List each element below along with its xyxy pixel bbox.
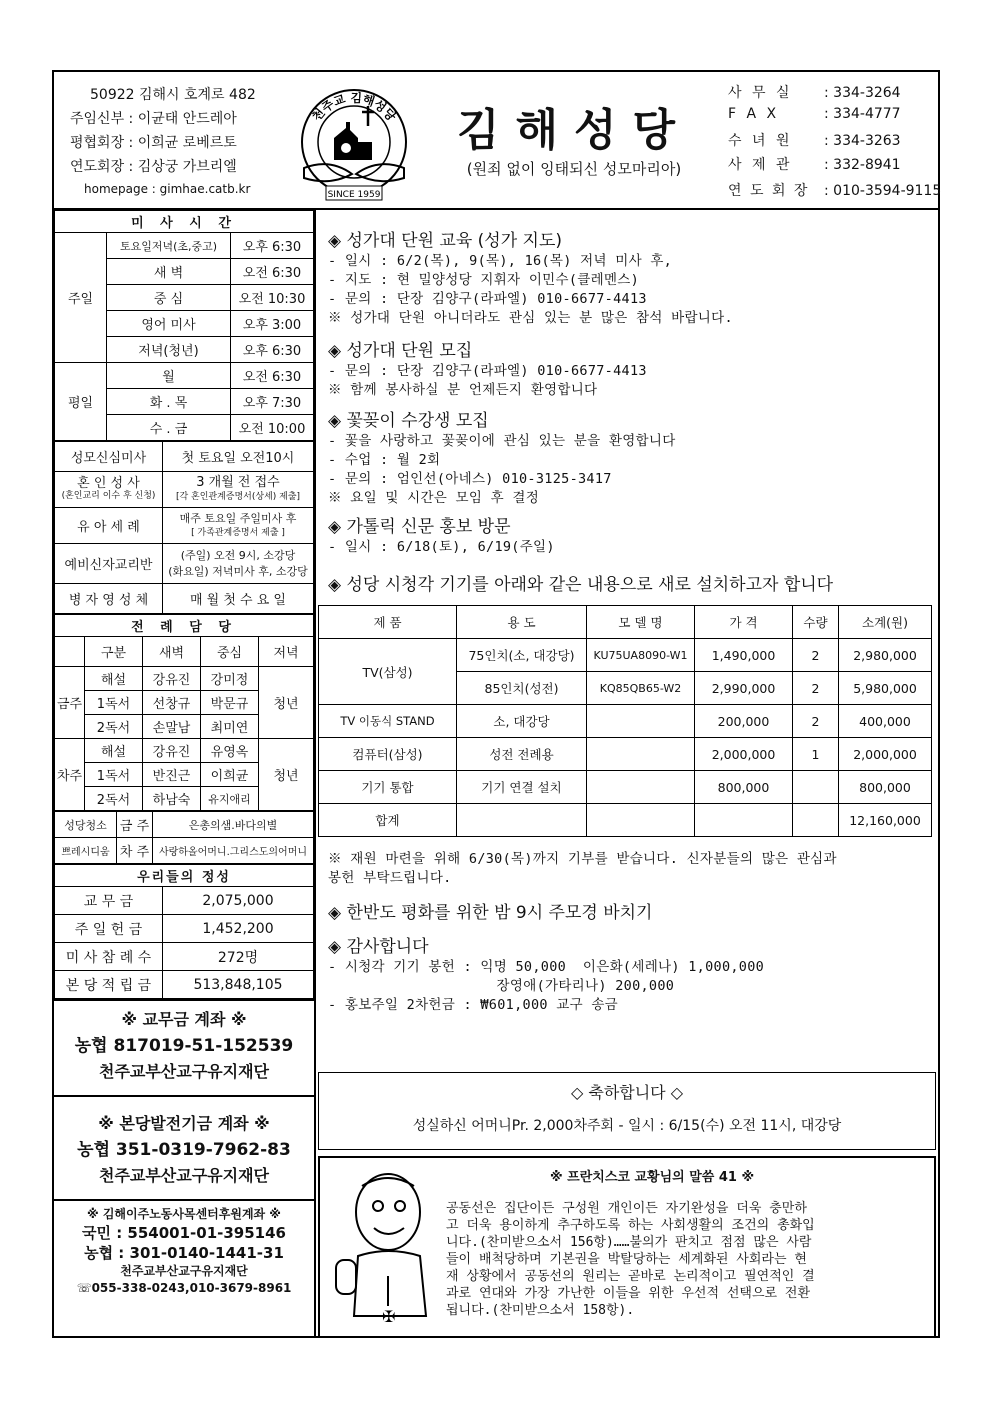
equipment-price: 200,000 (695, 705, 793, 738)
donation-note (328, 850, 934, 888)
parish-subtitle: (원죄 없이 잉태되신 성모마리아) (466, 160, 682, 178)
offering-name: 주 일 헌 금 (55, 915, 163, 943)
liturgy-person: 박문규 (201, 691, 259, 715)
offering-table (54, 864, 314, 999)
sacrament-value: 매주 토요일 주일미사 후 [ 가족관계증명서 제출 ] (163, 508, 314, 544)
pastor: 주임신부 : 이균태 안드레아 (70, 111, 237, 127)
donation-line: ※ 재원 마련을 위해 6/30(목)까지 기부를 받습니다. 신자분들의 많은 관심과 (328, 851, 837, 867)
cleaning-label: 성당청소 (55, 812, 117, 838)
parish-title: 김해성당 (456, 105, 691, 156)
header (54, 72, 942, 210)
equipment-use: 성전 전례용 (457, 738, 587, 771)
offering-title: 우리들의 정성 (55, 865, 314, 887)
svg-text:천주교 김해성당 (309, 90, 400, 124)
mass-name: 화 . 목 (107, 389, 231, 415)
sacrament-value: 첫 토요일 오전10시 (163, 442, 314, 472)
announcement-title: ◈ 성가대 단원 모집 (328, 341, 473, 361)
mass-name: 중 심 (107, 285, 231, 311)
sacrament-name: 병 자 영 성 체 (55, 584, 163, 614)
mass-time: 오후 6:30 (231, 337, 314, 363)
equipment-use: 기기 연결 설치 (457, 771, 587, 804)
liturgy-role: 2독서 (85, 787, 143, 811)
pope-quote-box (318, 1156, 936, 1338)
mass-times-table (54, 210, 314, 441)
announcement-line: - 일시 : 6/2(목), 9(목), 16(목) 저녁 미사 후, (328, 253, 673, 269)
announcement-peace (328, 902, 934, 924)
announcement-title: ◈ 가톨릭 신문 홍보 방문 (328, 517, 511, 537)
svg-text:✠: ✠ (382, 1307, 396, 1326)
equipment-qty: 2 (793, 672, 839, 705)
announcement-title: ◈ 성가대 단원 교육 (성가 지도) (328, 231, 562, 251)
equipment-table (318, 605, 932, 837)
equipment-model: KU75UA8090-W1 (587, 639, 695, 672)
liturgy-header: 중심 (201, 637, 259, 667)
announcement-av-install (328, 574, 934, 596)
equipment-price: 2,990,000 (695, 672, 793, 705)
liturgy-header: 구분 (85, 637, 143, 667)
equipment-subtotal: 400,000 (839, 705, 932, 738)
equipment-total: 12,160,000 (839, 804, 932, 837)
equipment-price: 2,000,000 (695, 738, 793, 771)
pope-quote-title: ※ 프란치스코 교황님의 말씀 41 ※ (550, 1170, 755, 1185)
announcement-line: - 일시 : 6/18(토), 6/19(주일) (328, 539, 555, 555)
liturgy-person: 하남숙 (143, 787, 201, 811)
donation-line: 봉헌 부탁드립니다. (328, 870, 452, 886)
equipment-qty: 2 (793, 705, 839, 738)
cleaning-this-group: 은총의샘.바다의별 (153, 812, 314, 838)
announcement-line: - 문의 : 단장 김양구(라파엘) 010-6677-4413 (328, 363, 647, 379)
equipment-header: 수량 (793, 606, 839, 639)
equipment-name: 컴퓨터(삼성) (319, 738, 457, 771)
equipment-price: 1,490,000 (695, 639, 793, 672)
sacrament-name: 성모신심미사 (55, 442, 163, 472)
equipment-header: 모 델 명 (587, 606, 695, 639)
account-development: ※ 본당발전기금 계좌 ※ 농협 351-0319-7962-83 천주교부산교구유지재단 (54, 1095, 314, 1199)
mass-name: 새 벽 (107, 259, 231, 285)
liturgy-person: 이희균 (201, 763, 259, 787)
pope-cartoon-icon (328, 1166, 436, 1330)
account-migrant: ※ 김해이주노동사목센터후원계좌 ※ 국민 : 554001-01-395146 농협 : 301-0140-1441-31 천주교부산교구유지재단 ☏055-338-0243,010-3679-8961 (54, 1199, 314, 1297)
mass-name: 영어 미사 (107, 311, 231, 337)
equipment-header: 소계(원) (839, 606, 932, 639)
announcement-title: ◈ 꽃꽂이 수강생 모집 (328, 411, 489, 431)
liturgy-person: 반진근 (143, 763, 201, 787)
sacrament-name: 유 아 세 례 (55, 508, 163, 544)
sacrament-name: 예비신자교리반 (55, 544, 163, 584)
logo-text-top: 천주교 김해성당 (309, 90, 399, 124)
congrats-title: ◇ 축하합니다 ◇ (570, 1083, 684, 1102)
mass-name: 저녁(청년) (107, 337, 231, 363)
equipment-header: 제 품 (319, 606, 457, 639)
cleaning-next-group: 사랑하올어머니.그리스도의어머니 (153, 838, 314, 864)
mass-name: 수 . 금 (107, 415, 231, 441)
equipment-model: KQ85QB65-W2 (587, 672, 695, 705)
liturgy-role: 2독서 (85, 715, 143, 739)
liturgy-person: 강유진 (143, 739, 201, 763)
announcement-line: - 지도 : 현 밀양성당 지휘자 이민수(클레멘스) (328, 272, 640, 288)
mass-time: 오후 7:30 (231, 389, 314, 415)
announcement-line: 장영애(가타리나) 200,000 (328, 978, 675, 994)
mass-time: 오후 6:30 (231, 233, 314, 259)
mass-name: 토요일저녁(초,중고) (107, 233, 231, 259)
contact-rectory: 사 제 관 : 332-8941 (728, 157, 901, 173)
announcement-title: ◈ 한반도 평화를 위한 밤 9시 주모경 바치기 (328, 903, 653, 923)
contact-fax: F A X : 334-4777 (728, 106, 901, 122)
offering-value: 2,075,000 (163, 887, 314, 915)
offering-value: 272명 (163, 943, 314, 971)
congrats-text: 성실하신 어머니Pr. 2,000차주회 - 일시 : 6/15(수) 오전 11시, 대강당 (412, 1118, 842, 1134)
next-week-label: 차주 (55, 739, 85, 811)
cleaning-table (54, 811, 314, 864)
announcement-title: ◈ 감사합니다 (328, 937, 429, 957)
offering-value: 1,452,200 (163, 915, 314, 943)
announcement-title: ◈ 성당 시청각 기기를 아래와 같은 내용으로 새로 설치하고자 합니다 (328, 575, 834, 595)
liturgy-role: 해설 (85, 667, 143, 691)
contact-office: 사 무 실 : 334-3264 (728, 85, 901, 101)
sacraments-table (54, 441, 314, 614)
announcement-line: - 홍보주일 2차헌금 : ₩601,000 교구 송금 (328, 997, 619, 1013)
equipment-subtotal: 800,000 (839, 771, 932, 804)
offering-name: 교 무 금 (55, 887, 163, 915)
announcement-flower-class (328, 410, 934, 508)
equipment-qty (793, 771, 839, 804)
mass-title: 미 사 시 간 (55, 211, 314, 233)
council-president: 평협회장 : 이희균 로베르토 (70, 135, 237, 151)
parish-logo-icon (290, 82, 418, 206)
mass-time: 오후 3:00 (231, 311, 314, 337)
announcement-line: - 꽃을 사랑하고 꽃꽂이에 관심 있는 분을 환영합니다 (328, 433, 676, 449)
equipment-model (587, 771, 695, 804)
announcement-choir-recruit (328, 340, 934, 400)
equipment-subtotal: 5,980,000 (839, 672, 932, 705)
liturgy-role: 해설 (85, 739, 143, 763)
account-tithe: ※ 교무금 계좌 ※ 농협 817019-51-152539 천주교부산교구유지재단 (54, 999, 314, 1095)
equipment-subtotal: 2,000,000 (839, 738, 932, 771)
announcement-choir-training (328, 230, 934, 328)
liturgy-person: 선창규 (143, 691, 201, 715)
equipment-model (587, 705, 695, 738)
liturgy-header: 새벽 (143, 637, 201, 667)
offering-name: 본 당 적 립 금 (55, 971, 163, 999)
liturgy-role: 1독서 (85, 691, 143, 715)
offering-name: 미 사 참 례 수 (55, 943, 163, 971)
announcement-line: - 문의 : 단장 김양구(라파엘) 010-6677-4413 (328, 291, 647, 307)
liturgy-table (54, 614, 314, 811)
pope-quote-text: 공동선은 집단이든 구성원 개인이든 자기완성을 더욱 충만하 고 더욱 용이하게 추구하도록 하는 사회생활의 조건의 총화입 니다.(찬미받으소서 156항)……불의가 판치고 점점 많은 사람 들이 배척당하며 기본권을 박탈당하는 세계화된 사회라는 현 재 상황에서 공동선의 원리는 곧바로 논리적이고 필연적인 결 과로 연대와 가장 가난한 이들을 위한 우선적 선택으로 전환 됩니다.(찬미받으소서 158항). (446, 1201, 815, 1318)
liturgy-role: 1독서 (85, 763, 143, 787)
announcement-line: - 시청각 기기 봉헌 : 익명 50,000 이은화(세레나) 1,000,000 (328, 959, 765, 975)
equipment-name: TV 이동식 STAND (319, 705, 457, 738)
this-week-label: 금주 (55, 667, 85, 739)
liturgy-person: 최미연 (201, 715, 259, 739)
sacrament-value: 3 개월 전 접수 [각 혼인관계증명서(상세) 제출] (163, 472, 314, 508)
liturgy-person: 강미정 (201, 667, 259, 691)
equipment-price: 800,000 (695, 771, 793, 804)
address: 50922 김해시 호계로 482 (90, 87, 256, 103)
mass-time: 오전 10:30 (231, 285, 314, 311)
liturgy-person: 유영옥 (201, 739, 259, 763)
union-president: 연도회장 : 김상궁 가브리엘 (70, 159, 237, 175)
congratulations-box (318, 1072, 936, 1150)
announcement-line: ※ 성가대 단원 아니더라도 관심 있는 분 많은 참석 바랍니다. (328, 310, 733, 326)
equipment-name: 기기 통합 (319, 771, 457, 804)
equipment-subtotal: 2,980,000 (839, 639, 932, 672)
equipment-use: 75인치(소, 대강당) (457, 639, 587, 672)
announcement-line: ※ 요일 및 시간은 모임 후 결정 (328, 490, 540, 506)
cleaning-next-label: 차 주 (117, 838, 153, 864)
bulletin-frame (52, 70, 940, 1338)
announcement-line: - 문의 : 엄인선(아네스) 010-3125-3417 (328, 471, 612, 487)
equipment-use: 85인치(성전) (457, 672, 587, 705)
contact-union: 연 도 회 장 : 010-3594-9115 (728, 183, 942, 199)
logo-text-bottom: SINCE 1959 (327, 190, 381, 200)
equipment-header: 가 격 (695, 606, 793, 639)
sunday-label: 주일 (55, 233, 107, 363)
announcement-thanks (328, 936, 934, 1015)
equipment-qty: 2 (793, 639, 839, 672)
sacrament-value: (주일) 오전 9시, 소강당 (화요일) 저녁미사 후, 소강당 (163, 544, 314, 584)
equipment-header: 용 도 (457, 606, 587, 639)
mass-time: 오전 6:30 (231, 363, 314, 389)
announcement-line: ※ 함께 봉사하실 분 언제든지 환영합니다 (328, 382, 598, 398)
liturgy-header: 저녁 (259, 637, 314, 667)
liturgy-person: 유지애리 (201, 787, 259, 811)
sacrament-value: 매 월 첫 수 요 일 (163, 584, 314, 614)
liturgy-evening: 청년 (259, 667, 314, 739)
cleaning-this-label: 금 주 (117, 812, 153, 838)
sacrament-name: 혼 인 성 사 (혼인교리 이수 후 신청) (55, 472, 163, 508)
equipment-model (587, 738, 695, 771)
equipment-qty: 1 (793, 738, 839, 771)
equipment-name: TV(삼성) (319, 639, 457, 705)
liturgy-evening: 청년 (259, 739, 314, 811)
equipment-use: 소, 대강당 (457, 705, 587, 738)
mass-time: 오전 10:00 (231, 415, 314, 441)
homepage: homepage : gimhae.catb.kr (84, 182, 251, 196)
announcement-line: - 수업 : 월 2회 (328, 452, 441, 468)
liturgy-person: 손말남 (143, 715, 201, 739)
mass-time: 오전 6:30 (231, 259, 314, 285)
contact-convent: 수 녀 원 : 334-3263 (728, 133, 901, 149)
equipment-total-label: 합계 (319, 804, 457, 837)
left-column (54, 210, 316, 1338)
offering-value: 513,848,105 (163, 971, 314, 999)
mass-name: 월 (107, 363, 231, 389)
presidium-label: 쁘레시디움 (55, 838, 117, 864)
liturgy-person: 강유진 (143, 667, 201, 691)
liturgy-title: 전 례 담 당 (55, 615, 314, 637)
weekday-label: 평일 (55, 363, 107, 441)
announcement-newspaper (328, 516, 934, 557)
right-column (318, 210, 938, 1338)
